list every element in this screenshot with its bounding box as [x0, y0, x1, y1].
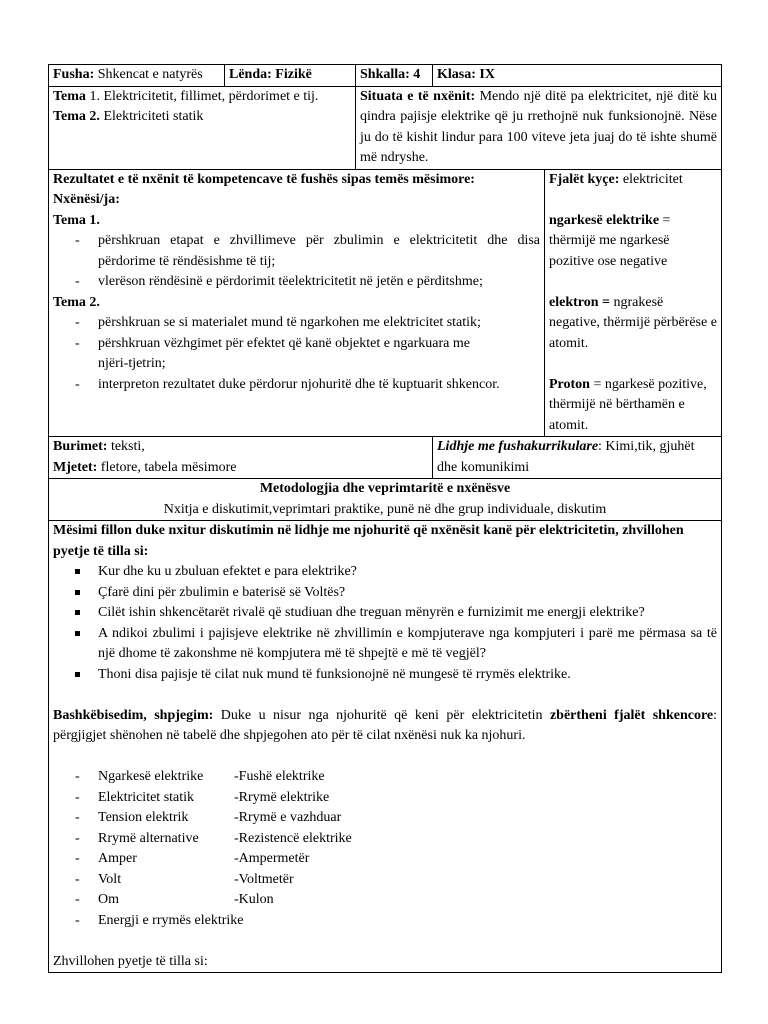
lidhje-cell: Lidhje me fushakurrikulare: Kimi,tik, gjuhët dhe komunikimi [433, 437, 722, 479]
mesimi-row [49, 521, 722, 973]
question-item: Çfarë dini për zbulimin e baterisë së Voltës? [53, 583, 717, 604]
question-item: A ndikoi zbulimi i pajisjeve elektrike në zhvillimin e kompjuterave nga kompjuteri i parë me përmasa sa të një dhome të zakonshme në kompjutera më të shpejtë e më të vegjël? [53, 624, 717, 665]
outcome-item: - përshkruan vëzhgimet për efektet që kanë objektet e ngarkuara me njëri-tjetrin; [53, 334, 540, 375]
outcome-item: - vlerëson rëndësinë e përdorimit tëelektricitetit në jetën e përditshme; [53, 272, 540, 293]
bashkebisedim-paragraph: Bashkëbisedim, shpjegim: Duke u nisur nga njohuritë që keni për elektricitetin zbërtheni fjalët shkencore: përgjigjet shënohen në tabelë dhe shpjegohen ato për të cilat nxënësi nuk ka njohuri. [53, 707, 718, 743]
tema-cell: Tema 1. Elektricitetit, fillimet, përdorimet e tij. Tema 2. Elektriciteti statik [49, 86, 356, 169]
metodologjia-cell: Metodologjia dhe veprimtaritë e nxënësve Nxitja e diskutimit,veprimtari praktike, punë në dhe grup individuale, diskutim [49, 479, 722, 521]
term-row: - Rrymë alternative -Rezistencë elektrike [53, 829, 717, 850]
question-item: Kur dhe ku u zbuluan efektet e para elektrike? [53, 562, 717, 583]
situata-cell: Situata e të nxënit: Mendo një ditë pa elektricitet, një ditë ku qindra pajisje elektrike që ju rrethojnë nuk funksionojnë. Nëse ju do të kishit lindur para 100 viteve jeta juaj do të ishte shumë më ndryshe. [356, 86, 722, 169]
term-row: - Amper -Ampermetër [53, 849, 717, 870]
term-row: - Tension elektrik -Rrymë e vazhduar [53, 808, 717, 829]
fusha-cell: Fusha: Shkencat e natyrës [49, 65, 225, 87]
burimet-row [49, 437, 722, 479]
rezultatet-cell: Rezultatet e të nxënit të kompetencave të fushës sipas temës mësimore: Nxënësi/ja: Tema 1. - përshkruan etapat e zhvillimeve për zbulimin e elektricitetit dhe disa përdorime të rëndësishme të tij; - vlerëson rëndësinë e përdorimit tëelektricitetit në jetën e përditshme; Tema 2. - përshkruan se si materialet mund të ngarkohen me elektricitet statik; - përshkruan vëzhgimet për efektet që kanë objektet e ngarkuara me njëri-tjetrin; - interpreton rezultatet duke përdorur njohuritë dhe të kuptuarit shkencor. [49, 169, 545, 437]
lesson-plan-sheet [48, 64, 721, 973]
outcome-item: - përshkruan se si materialet mund të ngarkohen me elektricitet statik; [53, 313, 540, 334]
outro-text: Zhvillohen pyetje të tilla si: [53, 953, 208, 969]
term-row: - Om -Kulon [53, 890, 717, 911]
tema-row [49, 86, 722, 169]
rezultatet-row [49, 169, 722, 437]
outcome-item: - interpreton rezultatet duke përdorur njohuritë dhe të kuptuarit shkencor. [53, 375, 540, 396]
scientific-terms-list [53, 767, 717, 931]
fjalet-kyce-cell: Fjalët kyçe: elektricitet ngarkesë elektrike = thërmijë me ngarkesë pozitive ose negative elektron = ngrakesë negative, thërmijë përbërëse e atomit. Proton = ngarkesë pozitive, thërmijë në bërthamën e atomit. [545, 169, 722, 437]
lesson-plan-table [48, 64, 722, 973]
lenda-cell: Lënda: Fizikë [225, 65, 356, 87]
outcome-item: - përshkruan etapat e zhvillimeve për zbulimin e elektricitetit dhe disa përdorime të rëndësishme të tij; [53, 231, 540, 272]
burimet-cell: Burimet: teksti, Mjetet: fletore, tabela mësimore [49, 437, 433, 479]
tema2-outcomes [53, 313, 540, 395]
term-row: - Volt -Voltmetër [53, 870, 717, 891]
question-item: Cilët ishin shkencëtarët rivalë që studiuan dhe treguan mënyrën e furnizimit me energji elektrike? [53, 603, 717, 624]
question-item: Thoni disa pajisje të cilat nuk mund të funksionojnë në mungesë të rrymës elektrike. [53, 665, 717, 686]
term-row: - Ngarkesë elektrike -Fushë elektrike [53, 767, 717, 788]
discussion-questions [53, 562, 717, 685]
header-row [49, 65, 722, 87]
shkalla-cell: Shkalla: 4 [356, 65, 433, 87]
tema1-outcomes [53, 231, 540, 293]
metodologjia-row [49, 479, 722, 521]
term-row: - Energji e rrymës elektrike [53, 911, 717, 932]
mesimi-cell: Mësimi fillon duke nxitur diskutimin në lidhje me njohuritë që nxënësit kanë për elektricitetin, zhvillohen pyetje të tilla si: Kur dhe ku u zbuluan efektet e para elektrike? Çfarë dini për zbulimin e baterisë së Voltës? Cilët ishin shkencëtarët rivalë që studiuan dhe treguan mënyrën e furnizimit me energji elektrike? A ndikoi zbulimi i pajisjeve elektrike në zhvillimin e kompjuterave nga kompjuteri i parë me përmasa sa të një dhome të zakonshme në kompjutera më të shpejtë e më të vegjël? Thoni disa pajisje të cilat nuk mund të funksionojnë në mungesë të rrymës elektrike. Bashkëbisedim, shpjegim: Duke u nisur nga njohuritë që keni për elektricitetin zbërtheni fjalët shkencore: përgjigjet shënohen në tabelë dhe shpjegohen ato për të cilat nxënësi nuk ka njohuri. - Ngarkesë elektrike -Fushë elektrike - Elektricitet statik -Rrymë elektrike - Tension elektrik -Rrymë e vazhduar - Rrymë alternative -Rezistencë elektrike - Amper -Ampermetër - Volt -Voltmetër - Om -Kulon - Energji e rrymës elektrike Zhvillohen pyetje të tilla si: [49, 521, 722, 973]
term-row: - Elektricitet statik -Rrymë elektrike [53, 788, 717, 809]
klasa-cell: Klasa: IX [433, 65, 722, 87]
